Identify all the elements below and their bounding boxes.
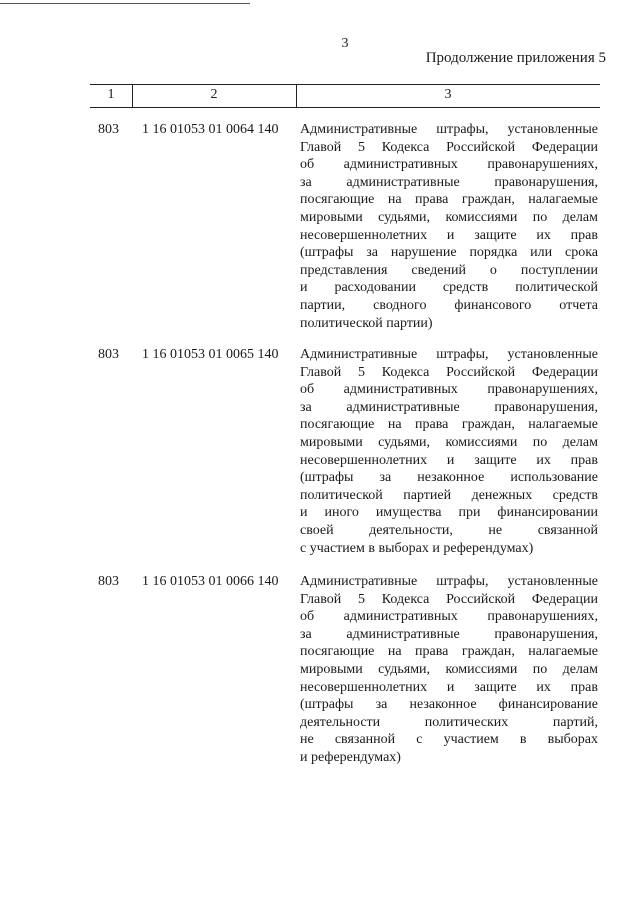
budget-classification-code: 1 16 01053 01 0064 140 [142, 122, 279, 137]
description-line: (штрафы за незаконное использование [300, 470, 598, 486]
description-line: несовершеннолетних и защите их прав [300, 227, 598, 243]
budget-classification-code: 1 16 01053 01 0065 140 [142, 347, 279, 362]
budget-classification-code: 1 16 01053 01 0066 140 [142, 574, 279, 589]
description-line: за административные правонарушения, [300, 399, 598, 415]
description-line: мировыми судьями, комиссиями по делам [300, 434, 598, 450]
description-line: (штрафы за нарушение порядка или срока [300, 245, 598, 261]
description-line: мировыми судьями, комиссиями по делам [300, 661, 598, 677]
revenue-description [300, 121, 598, 332]
description-line: за административные правонарушения, [300, 626, 598, 642]
header-col-3: 3 [444, 87, 452, 102]
admin-code: 803 [98, 347, 119, 362]
description-line: и расходовании средств политической [300, 280, 598, 296]
description-line: об административных правонарушениях, [300, 609, 598, 625]
description-line: Главой 5 Кодекса Российской Федерации [300, 364, 598, 380]
description-line: Административные штрафы, установленные [300, 122, 598, 137]
description-line: об административных правонарушениях, [300, 157, 598, 173]
header-col-1: 1 [107, 87, 115, 102]
description-line: Главой 5 Кодекса Российской Федерации [300, 139, 598, 155]
description-line: об административных правонарушениях, [300, 382, 598, 398]
admin-code: 803 [98, 574, 119, 589]
description-line: несовершеннолетних и защите их прав [300, 452, 598, 468]
description-line: посягающие на права граждан, налагаемые [300, 417, 598, 433]
continuation-label: Продолжение приложения 5 [425, 50, 606, 66]
description-line: деятельности политических партий, [300, 714, 598, 730]
description-line: мировыми судьями, комиссиями по делам [300, 209, 598, 225]
description-line: (штрафы за незаконное финансирование [300, 697, 598, 713]
admin-code: 803 [98, 122, 119, 137]
description-line: не связанной с участием в выборах [300, 732, 598, 748]
table-header-row [90, 84, 600, 108]
description-line: посягающие на права граждан, налагаемые [300, 644, 598, 660]
description-line: несовершеннолетних и защите их прав [300, 679, 598, 695]
revenue-description [300, 346, 598, 557]
description-line: своей деятельности, не связанной [300, 522, 598, 538]
description-line: политической партией денежных средств [300, 487, 598, 503]
description-line: Главой 5 Кодекса Российской Федерации [300, 591, 598, 607]
description-line: и иного имущества при финансировании [300, 505, 598, 521]
description-line: посягающие на права граждан, налагаемые [300, 192, 598, 208]
description-line: и референдумах) [300, 749, 401, 765]
description-line: с участием в выборах и референдумах) [300, 540, 534, 556]
description-line: за административные правонарушения, [300, 174, 598, 190]
description-line: Административные штрафы, установленные [300, 574, 598, 589]
description-line: политической партии) [300, 315, 433, 331]
header-col-2: 2 [210, 87, 218, 102]
description-line: Административные штрафы, установленные [300, 347, 598, 362]
revenue-description [300, 573, 598, 767]
page-number: 3 [341, 36, 349, 51]
description-line: представления сведений о поступлении [300, 262, 598, 278]
description-line: партии, сводного финансового отчета [300, 297, 598, 313]
scan-edge-line [0, 3, 250, 4]
